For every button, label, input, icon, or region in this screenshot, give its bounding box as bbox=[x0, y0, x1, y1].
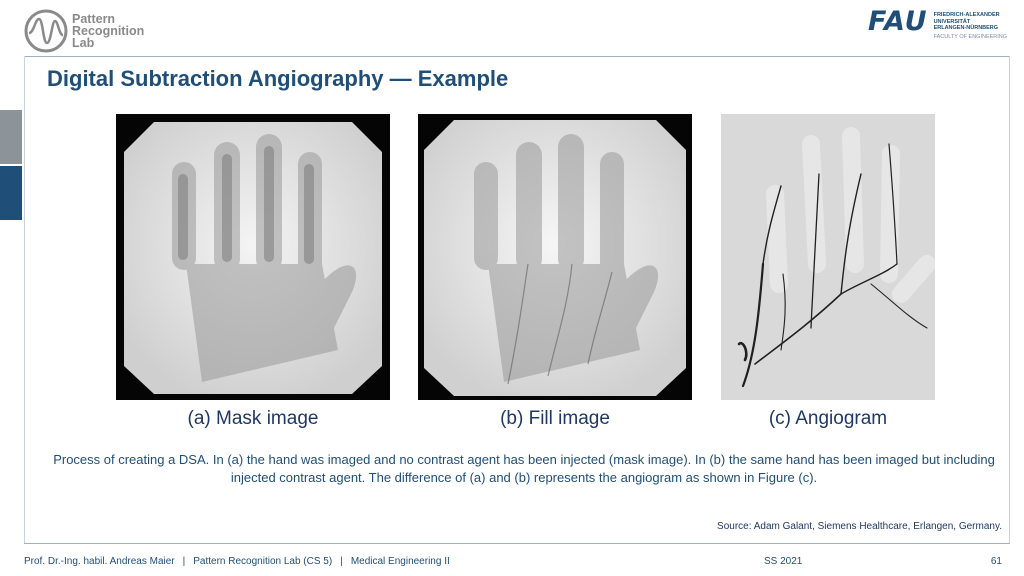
footer-course: Medical Engineering II bbox=[350, 556, 450, 567]
fau-logo bbox=[868, 8, 1008, 48]
prl-line-3: Lab bbox=[72, 36, 95, 50]
fill-image bbox=[418, 114, 692, 400]
footer-lab: Pattern Recognition Lab (CS 5) bbox=[193, 556, 333, 567]
fau-mark: FAU bbox=[868, 6, 928, 37]
footer-divider bbox=[24, 543, 1010, 544]
pattern-recognition-lab-logo bbox=[24, 8, 164, 54]
fau-line-3: ERLANGEN-NÜRNBERG bbox=[933, 25, 999, 31]
footer-separator-1: | bbox=[182, 556, 186, 567]
fau-line-2: UNIVERSITÄT bbox=[933, 18, 971, 25]
prl-line-1: Pattern bbox=[72, 12, 116, 26]
side-tab-blue bbox=[0, 166, 22, 220]
slide-footer bbox=[24, 556, 1010, 570]
footer-left bbox=[24, 556, 450, 567]
fau-faculty: FACULTY OF ENGINEERING bbox=[933, 33, 1008, 40]
angiogram-image bbox=[721, 114, 935, 400]
frame-left-border bbox=[24, 56, 25, 544]
figure-description: Process of creating a DSA. In (a) the hand was imaged and no contrast agent has been injected (mask image). In (b) the same hand has been imaged but including injected contrast agent. The difference of (a) and (b) represents the angiogram as shown in Figure (c). bbox=[53, 452, 995, 485]
prl-logo-text bbox=[72, 13, 144, 49]
footer-author: Prof. Dr.-Ing. habil. Andreas Maier bbox=[24, 556, 175, 567]
slide-title: Digital Subtraction Angiography — Example bbox=[47, 66, 509, 91]
caption-fill-image: (b) Fill image bbox=[500, 408, 610, 429]
fau-logo-text bbox=[934, 12, 1007, 40]
caption-angiogram: (c) Angiogram bbox=[768, 408, 888, 429]
prl-logo-icon bbox=[24, 9, 68, 53]
image-source: Source: Adam Galant, Siemens Healthcare, Erlangen, Germany. bbox=[717, 521, 1002, 532]
prl-line-2: Recognition bbox=[72, 24, 145, 38]
caption-mask-image: (a) Mask image bbox=[187, 408, 319, 429]
header-divider bbox=[24, 56, 1010, 57]
footer-term: SS 2021 bbox=[764, 556, 803, 567]
frame-right-border bbox=[1009, 56, 1010, 544]
fau-line-1: FRIEDRICH-ALEXANDER bbox=[933, 12, 1000, 18]
page-number: 61 bbox=[990, 556, 1002, 567]
footer-separator-2: | bbox=[340, 556, 343, 567]
side-tab-gray bbox=[0, 110, 22, 164]
mask-image bbox=[116, 114, 390, 400]
